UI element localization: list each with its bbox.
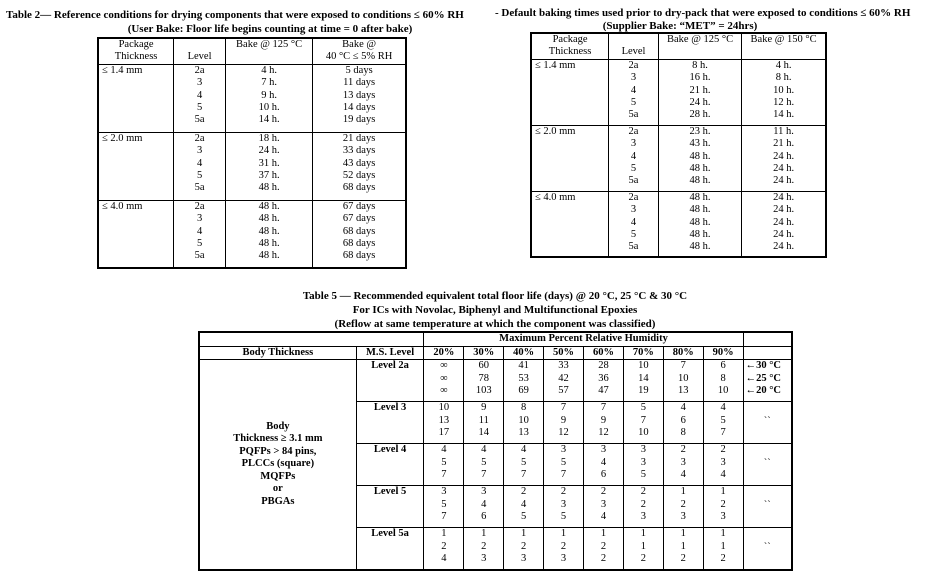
table2-bake40: 5 days 11 days 13 days 14 days 19 days xyxy=(313,64,406,132)
table2-bake125: 18 h. 24 h. 31 h. 37 h. 48 h. xyxy=(225,132,312,200)
table3-header-bake125: Bake @ 125 °C xyxy=(658,33,741,59)
table3-row xyxy=(531,125,826,191)
table2-bake125: 48 h. 48 h. 48 h. 48 h. 48 h. xyxy=(225,200,312,268)
table5-cell: 1 2 4 xyxy=(424,528,464,570)
table5-cell: 1 2 3 xyxy=(504,528,544,570)
table2-subtitle: (User Bake: Floor life begins counting at time = 0 after bake) xyxy=(127,23,413,35)
table5-level: Level 5 xyxy=(356,486,424,528)
table5-cell: 4 5 7 xyxy=(504,444,544,486)
table2-levels: 2a 3 4 5 5a xyxy=(174,132,226,200)
table3-title: - Default baking times used prior to dry-pack that were exposed to conditions ≤ 60% RH xyxy=(495,7,911,19)
table5-humidity-col: 50% xyxy=(544,346,584,360)
table2-row xyxy=(98,200,406,268)
table5-row xyxy=(199,360,792,402)
table2 xyxy=(97,37,407,269)
table3-header-row xyxy=(531,33,826,59)
table5-level: Level 2a xyxy=(356,360,424,402)
table5-cell: 9 11 14 xyxy=(464,402,504,444)
table3-bake150: 4 h. 8 h. 10 h. 12 h. 14 h. xyxy=(742,59,826,125)
table5-humidity-col: 40% xyxy=(504,346,544,360)
table5-cell: 5 7 10 xyxy=(623,402,663,444)
table3-thickness: ≤ 4.0 mm xyxy=(531,191,609,257)
table5-cell: 1 2 3 xyxy=(663,486,703,528)
table5-header-blank-right xyxy=(743,332,792,346)
table5-header-blank-right xyxy=(743,346,792,360)
table5-cell: 4 5 7 xyxy=(703,402,743,444)
table2-bake40: 67 days 67 days 68 days 68 days 68 days xyxy=(313,200,406,268)
table3-header-level: Level xyxy=(609,33,659,59)
table5-cell: 33 42 57 xyxy=(544,360,584,402)
table5-cell: 6 8 10 xyxy=(703,360,743,402)
table5-cell: 10 13 17 xyxy=(424,402,464,444)
table5-cell: 1 2 2 xyxy=(584,528,624,570)
table2-header-bake125: Bake @ 125 °C xyxy=(225,38,312,64)
table5-cell: 10 14 19 xyxy=(623,360,663,402)
table5-ditto-note: `` xyxy=(743,402,792,444)
table2-levels: 2a 3 4 5 5a xyxy=(174,200,226,268)
table5-cell: 2 2 3 xyxy=(623,486,663,528)
table3-row xyxy=(531,191,826,257)
table3-levels: 2a 3 4 5 5a xyxy=(609,191,659,257)
table3-bake125: 23 h. 43 h. 48 h. 48 h. 48 h. xyxy=(658,125,741,191)
table5-cell: 2 3 5 xyxy=(544,486,584,528)
table2-bake125: 4 h. 7 h. 9 h. 10 h. 14 h. xyxy=(225,64,312,132)
table2-thickness: ≤ 4.0 mm xyxy=(98,200,174,268)
table5-header-blank xyxy=(199,332,424,346)
table5-title: Table 5 — Recommended equivalent total floor life (days) @ 20 °C, 25 °C & 30 °C xyxy=(302,290,688,302)
table5-cell: 7 9 12 xyxy=(544,402,584,444)
table5-cell: 1 1 2 xyxy=(703,528,743,570)
table3-levels: 2a 3 4 5 5a xyxy=(609,125,659,191)
table2-header-bake40: Bake @ 40 °C ≤ 5% RH xyxy=(313,38,406,64)
table5-cell: 2 4 5 xyxy=(504,486,544,528)
table5-level: Level 4 xyxy=(356,444,424,486)
table5-humidity-header: Maximum Percent Relative Humidity xyxy=(424,332,743,346)
table5-cell: 4 6 8 xyxy=(663,402,703,444)
table3-thickness: ≤ 1.4 mm xyxy=(531,59,609,125)
table2-thickness: ≤ 2.0 mm xyxy=(98,132,174,200)
table2-header-level: Level xyxy=(174,38,226,64)
table5-level: Level 5a xyxy=(356,528,424,570)
table5-cell: ∞ ∞ ∞ xyxy=(424,360,464,402)
table5-subtitle-1: For ICs with Novolac, Biphenyl and Multifunctional Epoxies xyxy=(352,304,638,316)
table5-cell: 3 5 7 xyxy=(424,486,464,528)
table5-body-description: Body Thickness ≥ 3.1 mm PQFPs > 84 pins, PLCCs (square) MQFPs or PBGAs xyxy=(199,360,356,570)
table5-level: Level 3 xyxy=(356,402,424,444)
table5-cell: 4 5 7 xyxy=(464,444,504,486)
table3-bake125: 8 h. 16 h. 21 h. 24 h. 28 h. xyxy=(658,59,741,125)
table5-cell: 4 5 7 xyxy=(424,444,464,486)
table5-humidity-col: 90% xyxy=(703,346,743,360)
table5-cell: 3 4 6 xyxy=(464,486,504,528)
table3-subtitle: (Supplier Bake: “MET” = 24hrs) xyxy=(602,20,758,32)
table5-humidity-col: 20% xyxy=(424,346,464,360)
table5-cell: 2 3 4 xyxy=(584,486,624,528)
table2-title: Table 2— Reference conditions for drying components that were exposed to conditions ≤ 60% RH xyxy=(6,9,464,21)
table3-bake150: 24 h. 24 h. 24 h. 24 h. 24 h. xyxy=(742,191,826,257)
table5-cell: 8 10 13 xyxy=(504,402,544,444)
table5-cell: 41 53 69 xyxy=(504,360,544,402)
table5-cell: 7 10 13 xyxy=(663,360,703,402)
table5-cell: 3 4 6 xyxy=(584,444,624,486)
table2-bake40: 21 days 33 days 43 days 52 days 68 days xyxy=(313,132,406,200)
table5-cell: 1 2 3 xyxy=(544,528,584,570)
table5-cell: 1 2 3 xyxy=(703,486,743,528)
table5-cell: 1 2 3 xyxy=(464,528,504,570)
table5-humidity-col: 30% xyxy=(464,346,504,360)
table2-thickness: ≤ 1.4 mm xyxy=(98,64,174,132)
table5-subtitle-2: (Reflow at same temperature at which the component was classified) xyxy=(334,318,656,330)
table5 xyxy=(198,331,793,571)
table5-humidity-col: 70% xyxy=(623,346,663,360)
table5-ditto-note: `` xyxy=(743,528,792,570)
table3-bake150: 11 h. 21 h. 24 h. 24 h. 24 h. xyxy=(742,125,826,191)
table5-ditto-note: `` xyxy=(743,444,792,486)
table5-cell: 60 78 103 xyxy=(464,360,504,402)
table2-row xyxy=(98,132,406,200)
table5-body-thickness-header: Body Thickness xyxy=(199,346,356,360)
table5-humidity-col: 80% xyxy=(663,346,703,360)
table3 xyxy=(530,32,827,258)
table5-ditto-note: `` xyxy=(743,486,792,528)
table3-levels: 2a 3 4 5 5a xyxy=(609,59,659,125)
table2-levels: 2a 3 4 5 5a xyxy=(174,64,226,132)
table5-cell: 2 3 4 xyxy=(663,444,703,486)
table3-header-thickness: Package Thickness xyxy=(531,33,609,59)
table3-bake125: 48 h. 48 h. 48 h. 48 h. 48 h. xyxy=(658,191,741,257)
table5-header-row-2 xyxy=(199,346,792,360)
table5-cell: 3 3 5 xyxy=(623,444,663,486)
table2-header-row xyxy=(98,38,406,64)
table2-header-thickness: Package Thickness xyxy=(98,38,174,64)
table5-cell: 3 5 7 xyxy=(544,444,584,486)
table5-cell: 7 9 12 xyxy=(584,402,624,444)
table5-header-row-1 xyxy=(199,332,792,346)
table5-cell: 1 1 2 xyxy=(663,528,703,570)
table5-cell: 28 36 47 xyxy=(584,360,624,402)
table2-row xyxy=(98,64,406,132)
table3-thickness: ≤ 2.0 mm xyxy=(531,125,609,191)
table5-cell: 1 1 2 xyxy=(623,528,663,570)
table5-humidity-col: 60% xyxy=(584,346,624,360)
table5-temperature-note: ←30 °C ←25 °C ←20 °C xyxy=(743,360,792,402)
table3-header-bake150: Bake @ 150 °C xyxy=(742,33,826,59)
table5-ms-level-header: M.S. Level xyxy=(356,346,424,360)
table5-cell: 2 3 4 xyxy=(703,444,743,486)
table3-row xyxy=(531,59,826,125)
